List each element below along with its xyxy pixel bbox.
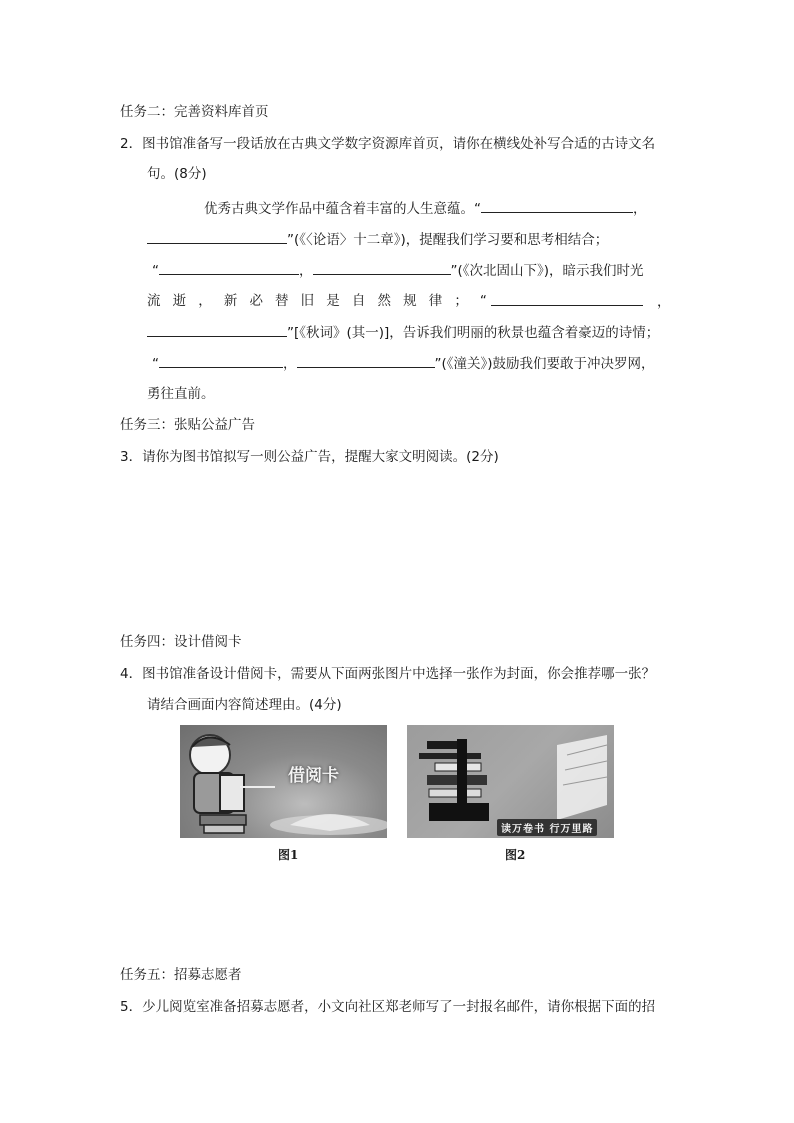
answer-blank-4[interactable] [313, 260, 451, 275]
quote-open: “ [152, 263, 159, 279]
answer-blank-2[interactable] [147, 229, 287, 244]
figure-1-caption: 图1 [278, 848, 299, 862]
comma: ， [283, 356, 297, 372]
source-qiuci: ”[《秋词》(其一)]，告诉我们明丽的秋景也蕴含着豪迈的诗情； [287, 325, 660, 341]
question-2-line1: 2．图书馆准备写一段话放在古典文学数字资源库首页，请你在横线处补写合适的古诗文名 [120, 136, 656, 152]
word: 必 [249, 293, 263, 309]
word: 然 [377, 293, 391, 309]
word: “ [479, 293, 487, 309]
word: ； [454, 293, 468, 309]
task2-heading: 任务二：完善资料库首页 [120, 104, 269, 120]
source-tongguan: ”(《潼关》)鼓励我们要敢于冲决罗网， [434, 356, 655, 372]
answer-blank-1[interactable] [481, 198, 633, 213]
comma: ， [657, 294, 671, 310]
passage-line1 [204, 198, 647, 219]
figure-2-slogan: 读万卷书 行万里路 [497, 819, 597, 836]
answer-blank-8[interactable] [297, 353, 435, 368]
spread-words [147, 291, 487, 311]
word: 旧 [300, 293, 315, 309]
task5-heading: 任务五：招募志愿者 [120, 967, 242, 983]
question-3: 3．请你为图书馆拟写一则公益广告，提醒大家文明阅读。(2分) [120, 449, 499, 465]
word: 自 [351, 293, 366, 309]
word: 律 [428, 293, 443, 309]
passage-line6 [152, 353, 655, 374]
figure-1-title: 借阅卡 [288, 766, 339, 786]
word: 流 [147, 293, 161, 309]
answer-blank-7[interactable] [159, 353, 283, 368]
source-cibeigu: ”(《次北固山下》)，暗示我们时光 [450, 263, 644, 279]
passage-line4 [147, 291, 671, 312]
word: 新 [223, 293, 238, 309]
source-lunyu: ”(《〈论语〉十二章》)，提醒我们学习要和思考相结合； [287, 232, 609, 248]
reading-child-illustration [180, 725, 387, 838]
figure-2-image [407, 725, 614, 838]
passage-line2 [147, 229, 608, 250]
passage-line5 [147, 322, 659, 343]
word: 逝 [172, 293, 187, 309]
passage-last-line: 勇往直前。 [147, 386, 215, 402]
task4-heading: 任务四：设计借阅卡 [120, 634, 242, 650]
answer-blank-6[interactable] [147, 322, 287, 337]
quote-open: “ [152, 356, 159, 372]
passage-line3 [152, 260, 644, 281]
answer-blank-3[interactable] [159, 260, 299, 275]
task3-heading: 任务三：张贴公益广告 [120, 417, 255, 433]
figure-1-image [180, 725, 387, 838]
question-4-line1: 4．图书馆准备设计借阅卡，需要从下面两张图片中选择一张作为封面，你会推荐哪一张？ [120, 666, 656, 682]
passage-intro: 优秀古典文学作品中蕴含着丰富的人生意蕴。“ [204, 201, 481, 217]
word: ， [198, 293, 212, 309]
question-2-line2: 句。(8分) [147, 166, 207, 182]
comma: ， [299, 263, 313, 279]
question-4-line2: 请结合画面内容简述理由。(4分) [147, 697, 342, 713]
word: 是 [326, 293, 340, 309]
question-5: 5．少儿阅览室准备招募志愿者，小文向社区郑老师写了一封报名邮件，请你根据下面的招 [120, 999, 656, 1015]
comma: ， [633, 201, 647, 217]
word: 规 [403, 293, 417, 309]
figure-2-caption: 图2 [505, 848, 526, 862]
answer-blank-5[interactable] [491, 291, 643, 306]
word: 替 [275, 293, 289, 309]
